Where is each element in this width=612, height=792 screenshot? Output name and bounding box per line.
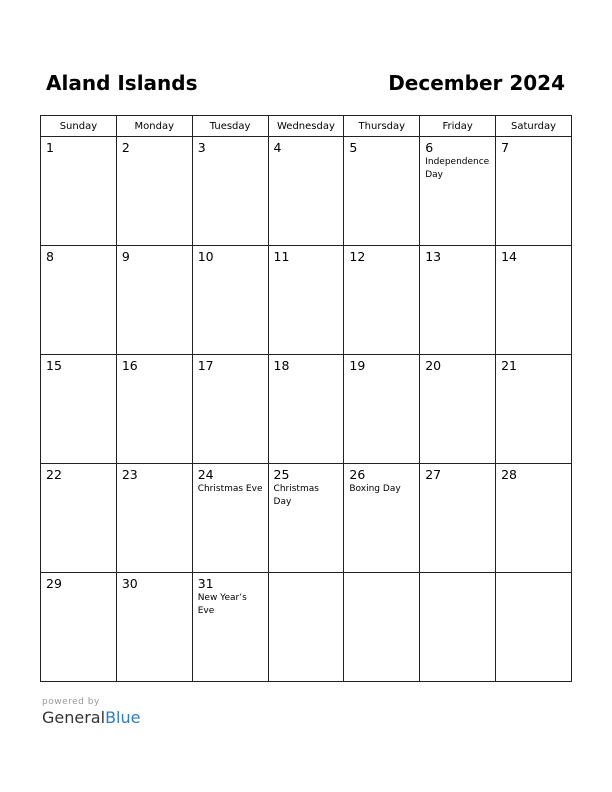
day-cell	[268, 246, 344, 355]
day-cell	[344, 246, 420, 355]
day-cell	[420, 355, 496, 464]
weekday-thursday: Thursday	[344, 116, 420, 137]
day-cell	[192, 246, 268, 355]
day-cell	[496, 464, 572, 573]
day-number: 19	[349, 358, 366, 373]
day-cell	[268, 355, 344, 464]
week-row	[41, 355, 572, 464]
week-row	[41, 246, 572, 355]
day-number: 30	[121, 576, 138, 591]
day-number: 13	[425, 249, 442, 264]
day-cell	[41, 355, 117, 464]
holiday-label: Boxing Day	[349, 484, 401, 494]
day-number: 5	[349, 140, 358, 155]
day-cell	[496, 246, 572, 355]
day-cell	[41, 137, 117, 246]
week-row	[41, 137, 572, 246]
day-cell	[496, 355, 572, 464]
day-cell	[344, 137, 420, 246]
day-cell	[116, 464, 192, 573]
day-number: 18	[273, 358, 290, 373]
holiday-label: Christmas Day	[273, 484, 319, 507]
day-cell	[268, 464, 344, 573]
day-number: 31	[197, 576, 214, 591]
day-cell	[192, 573, 268, 682]
day-number: 14	[501, 249, 517, 264]
day-cell	[41, 464, 117, 573]
day-cell	[41, 573, 117, 682]
day-number: 24	[197, 467, 214, 482]
day-number: 2	[121, 140, 130, 155]
day-number: 27	[425, 467, 442, 482]
day-cell	[420, 464, 496, 573]
weekday-friday: Friday	[420, 116, 496, 137]
day-number: 8	[46, 249, 54, 264]
brand-general: General	[42, 708, 106, 727]
day-number: 29	[46, 576, 62, 591]
day-cell	[420, 137, 496, 246]
day-cell	[496, 137, 572, 246]
weekday-header-row	[41, 116, 572, 137]
day-cell	[344, 355, 420, 464]
day-cell	[496, 573, 572, 682]
day-cell	[192, 355, 268, 464]
weekday-sunday: Sunday	[41, 116, 117, 137]
day-cell	[192, 137, 268, 246]
day-number: 1	[46, 140, 54, 155]
day-cell	[116, 246, 192, 355]
day-cell	[268, 137, 344, 246]
day-cell	[116, 137, 192, 246]
day-number: 9	[121, 249, 130, 264]
day-number: 7	[501, 140, 510, 155]
calendar-grid	[40, 115, 572, 682]
day-number: 10	[197, 249, 214, 264]
region-title: Aland Islands	[46, 71, 198, 95]
powered-by-text: powered by	[42, 697, 100, 707]
day-number: 26	[349, 467, 366, 482]
day-number: 17	[197, 358, 214, 373]
day-cell	[420, 573, 496, 682]
day-cell	[344, 464, 420, 573]
day-cell	[268, 573, 344, 682]
day-number: 3	[197, 140, 206, 155]
day-number: 12	[349, 249, 366, 264]
day-number: 22	[46, 467, 62, 482]
weekday-monday: Monday	[116, 116, 192, 137]
day-number: 28	[501, 467, 517, 482]
holiday-label: Independence Day	[425, 157, 490, 180]
day-number: 23	[121, 467, 138, 482]
week-row	[41, 464, 572, 573]
day-number: 21	[501, 358, 517, 373]
weekday-saturday: Saturday	[496, 116, 572, 137]
holiday-label: Christmas Eve	[197, 484, 263, 494]
holiday-label: New Year’s Eve	[197, 593, 247, 616]
weekday-tuesday: Tuesday	[192, 116, 268, 137]
week-row	[41, 573, 572, 682]
weekday-wednesday: Wednesday	[268, 116, 344, 137]
brand-logo	[42, 708, 140, 727]
day-number: 11	[273, 249, 290, 264]
footer	[42, 697, 140, 727]
day-number: 4	[273, 140, 282, 155]
day-number: 15	[46, 358, 62, 373]
day-cell	[420, 246, 496, 355]
day-cell	[192, 464, 268, 573]
day-cell	[41, 246, 117, 355]
day-cell	[344, 573, 420, 682]
day-number: 20	[425, 358, 442, 373]
day-cell	[116, 355, 192, 464]
day-number: 6	[425, 140, 434, 155]
brand-blue: Blue	[105, 708, 141, 727]
day-cell	[116, 573, 192, 682]
day-number: 25	[273, 467, 290, 482]
day-number: 16	[121, 358, 138, 373]
month-title: December 2024	[388, 71, 565, 95]
